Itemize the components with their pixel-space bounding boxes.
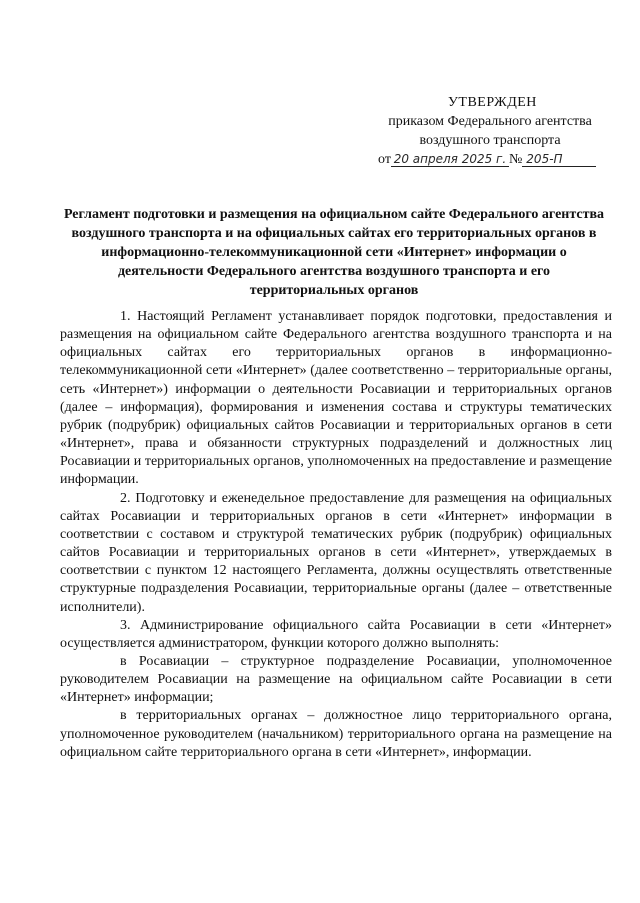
approval-line-1: приказом Федерального агентства bbox=[388, 114, 592, 129]
paragraph: 2. Подготовку и еженедельное предоставление для размещения на официальных сайтах Росавиации и территориальных органов в сети «Интернет» информации в соответствии с составом и структурой тематических рубрик (подрубрик) официальных сайтов Росавиации и территориальных органов в сети «Интернет», утверждаемых в соответствии с пунктом 12 настоящего Регламента, должны осуществлять ответственные структурные подразделения Росавиации, территориальные органы (далее – ответственные исполнители). bbox=[60, 490, 612, 615]
approval-block bbox=[372, 93, 608, 169]
document-body bbox=[60, 308, 612, 762]
paragraph: 3. Администрирование официального сайта Росавиации в сети «Интернет» осуществляется администратором, функции которого должно выполнять: bbox=[60, 617, 612, 651]
number-prefix: № bbox=[508, 152, 523, 167]
approval-title: УТВЕРЖДЕН bbox=[448, 95, 537, 110]
approval-date-line bbox=[372, 150, 608, 169]
paragraph: 1. Настоящий Регламент устанавливает порядок подготовки, предоставления и размещения на официальном сайте Федерального агентства воздушного транспорта и на официальных сайтах его территориальных органов в информационно-телекоммуникационной сети «Интернет» (далее соответственно – территориальные органы, сеть «Интернет») информации о деятельности Росавиации и территориальных органов (далее – информация), формирования и изменения состава и структуры тематических рубрик (подрубрик) официальных сайтов Росавиации и территориальных органов в сети «Интернет», права и обязанности структурных подразделений и должностных лиц Росавиации и территориальных органов, уполномоченных на предоставление и размещение информации. bbox=[60, 309, 612, 488]
paragraph: в территориальных органах – должностное лицо территориального органа, уполномоченное руководителем (начальником) территориального органа на размещение на официальном сайте территориального органа в сети «Интернет», информации. bbox=[60, 708, 612, 760]
handwritten-number: 205-П bbox=[522, 152, 596, 167]
document-title: Регламент подготовки и размещения на официальном сайте Федерального агентства воздушного транспорта и на официальных сайтах его территориальных органов в информационно-телекоммуникационной сети «Интернет» информации о деятельности Федерального агентства воздушного транспорта и его территориальных органов bbox=[63, 207, 605, 298]
paragraph: в Росавиации – структурное подразделение Росавиации, уполномоченное руководителем Росавиации на размещение на официальном сайте Росавиации в сети «Интернет» информации; bbox=[60, 653, 612, 706]
date-prefix: от bbox=[378, 152, 391, 167]
approval-line-2: воздушного транспорта bbox=[419, 133, 561, 148]
handwritten-date: 20 апреля 2025 г. bbox=[391, 152, 509, 167]
